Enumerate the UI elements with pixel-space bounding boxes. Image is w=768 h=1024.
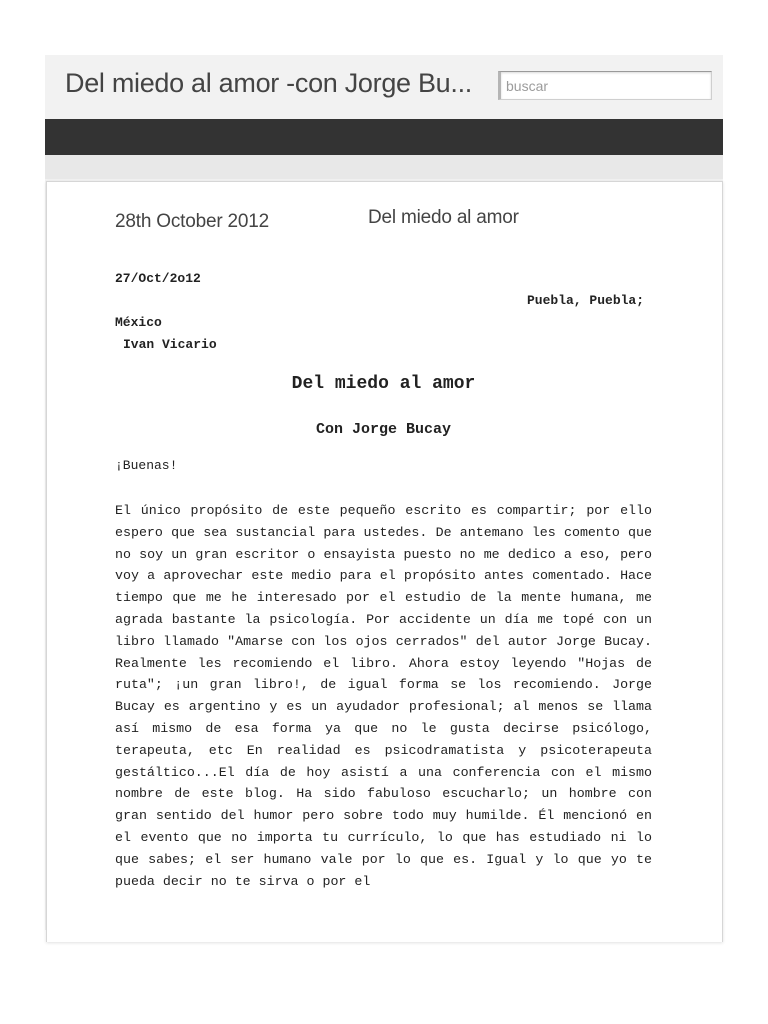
body-country-line: México [115,315,162,330]
body-location-line: Puebla, Puebla; [527,293,645,308]
body-date-line: 27/Oct/2o12 [115,271,201,286]
navigation-bar [45,119,723,155]
blog-title[interactable]: Del miedo al amor -con Jorge Bu... [65,68,472,98]
body-greeting: ¡Buenas! [115,458,178,473]
post-title[interactable]: Del miedo al amor [368,207,519,228]
body-author-line: Ivan Vicario [123,337,217,352]
body-paragraph: El único propósito de este pequeño escrito es compartir; por ello espero que sea sustancial para ustedes. De antemano les comento que no soy un gran escritor o ensayista puesto no me dedico a eso, pero voy a aprovechar este medio para el propósito antes comentado. Hace tiempo que me he interesado por el estudio de la mente humana, me agrada bastante la psicología. Por accidente un día me topé con un libro llamado "Amarse con los ojos cerrados" del autor Jorge Bucay. Realmente les recomiendo el libro. Ahora estoy leyendo "Hojas de ruta"; ¡un gran libro!, de igual forma se los recomiendo. Jorge Bucay es argentino y es un ayudador profesional; al menos se llama así mismo de esa forma ya que no le gusta decirse psicólogo, terapeuta, etc En realidad es psicodramatista y psicoterapeuta gestáltico...El día de hoy asistí a una conferencia con el mismo nombre de este blog. Ha sido fabuloso escucharlo; un hombre con gran sentido del humor pero sobre todo muy humilde. Él mencionó en el evento que no importa tu currículo, lo que has estudiado ni lo que sabes; el ser humano vale por lo que es. Igual y lo que yo te pueda decir no te sirva o por el [115,503,652,889]
subnavigation-strip [45,155,723,179]
post-date: 28th October 2012 [115,211,269,232]
body-heading: Del miedo al amor [291,374,476,394]
body-subheading: Con Jorge Bucay [315,421,452,438]
search-input[interactable] [498,71,712,100]
